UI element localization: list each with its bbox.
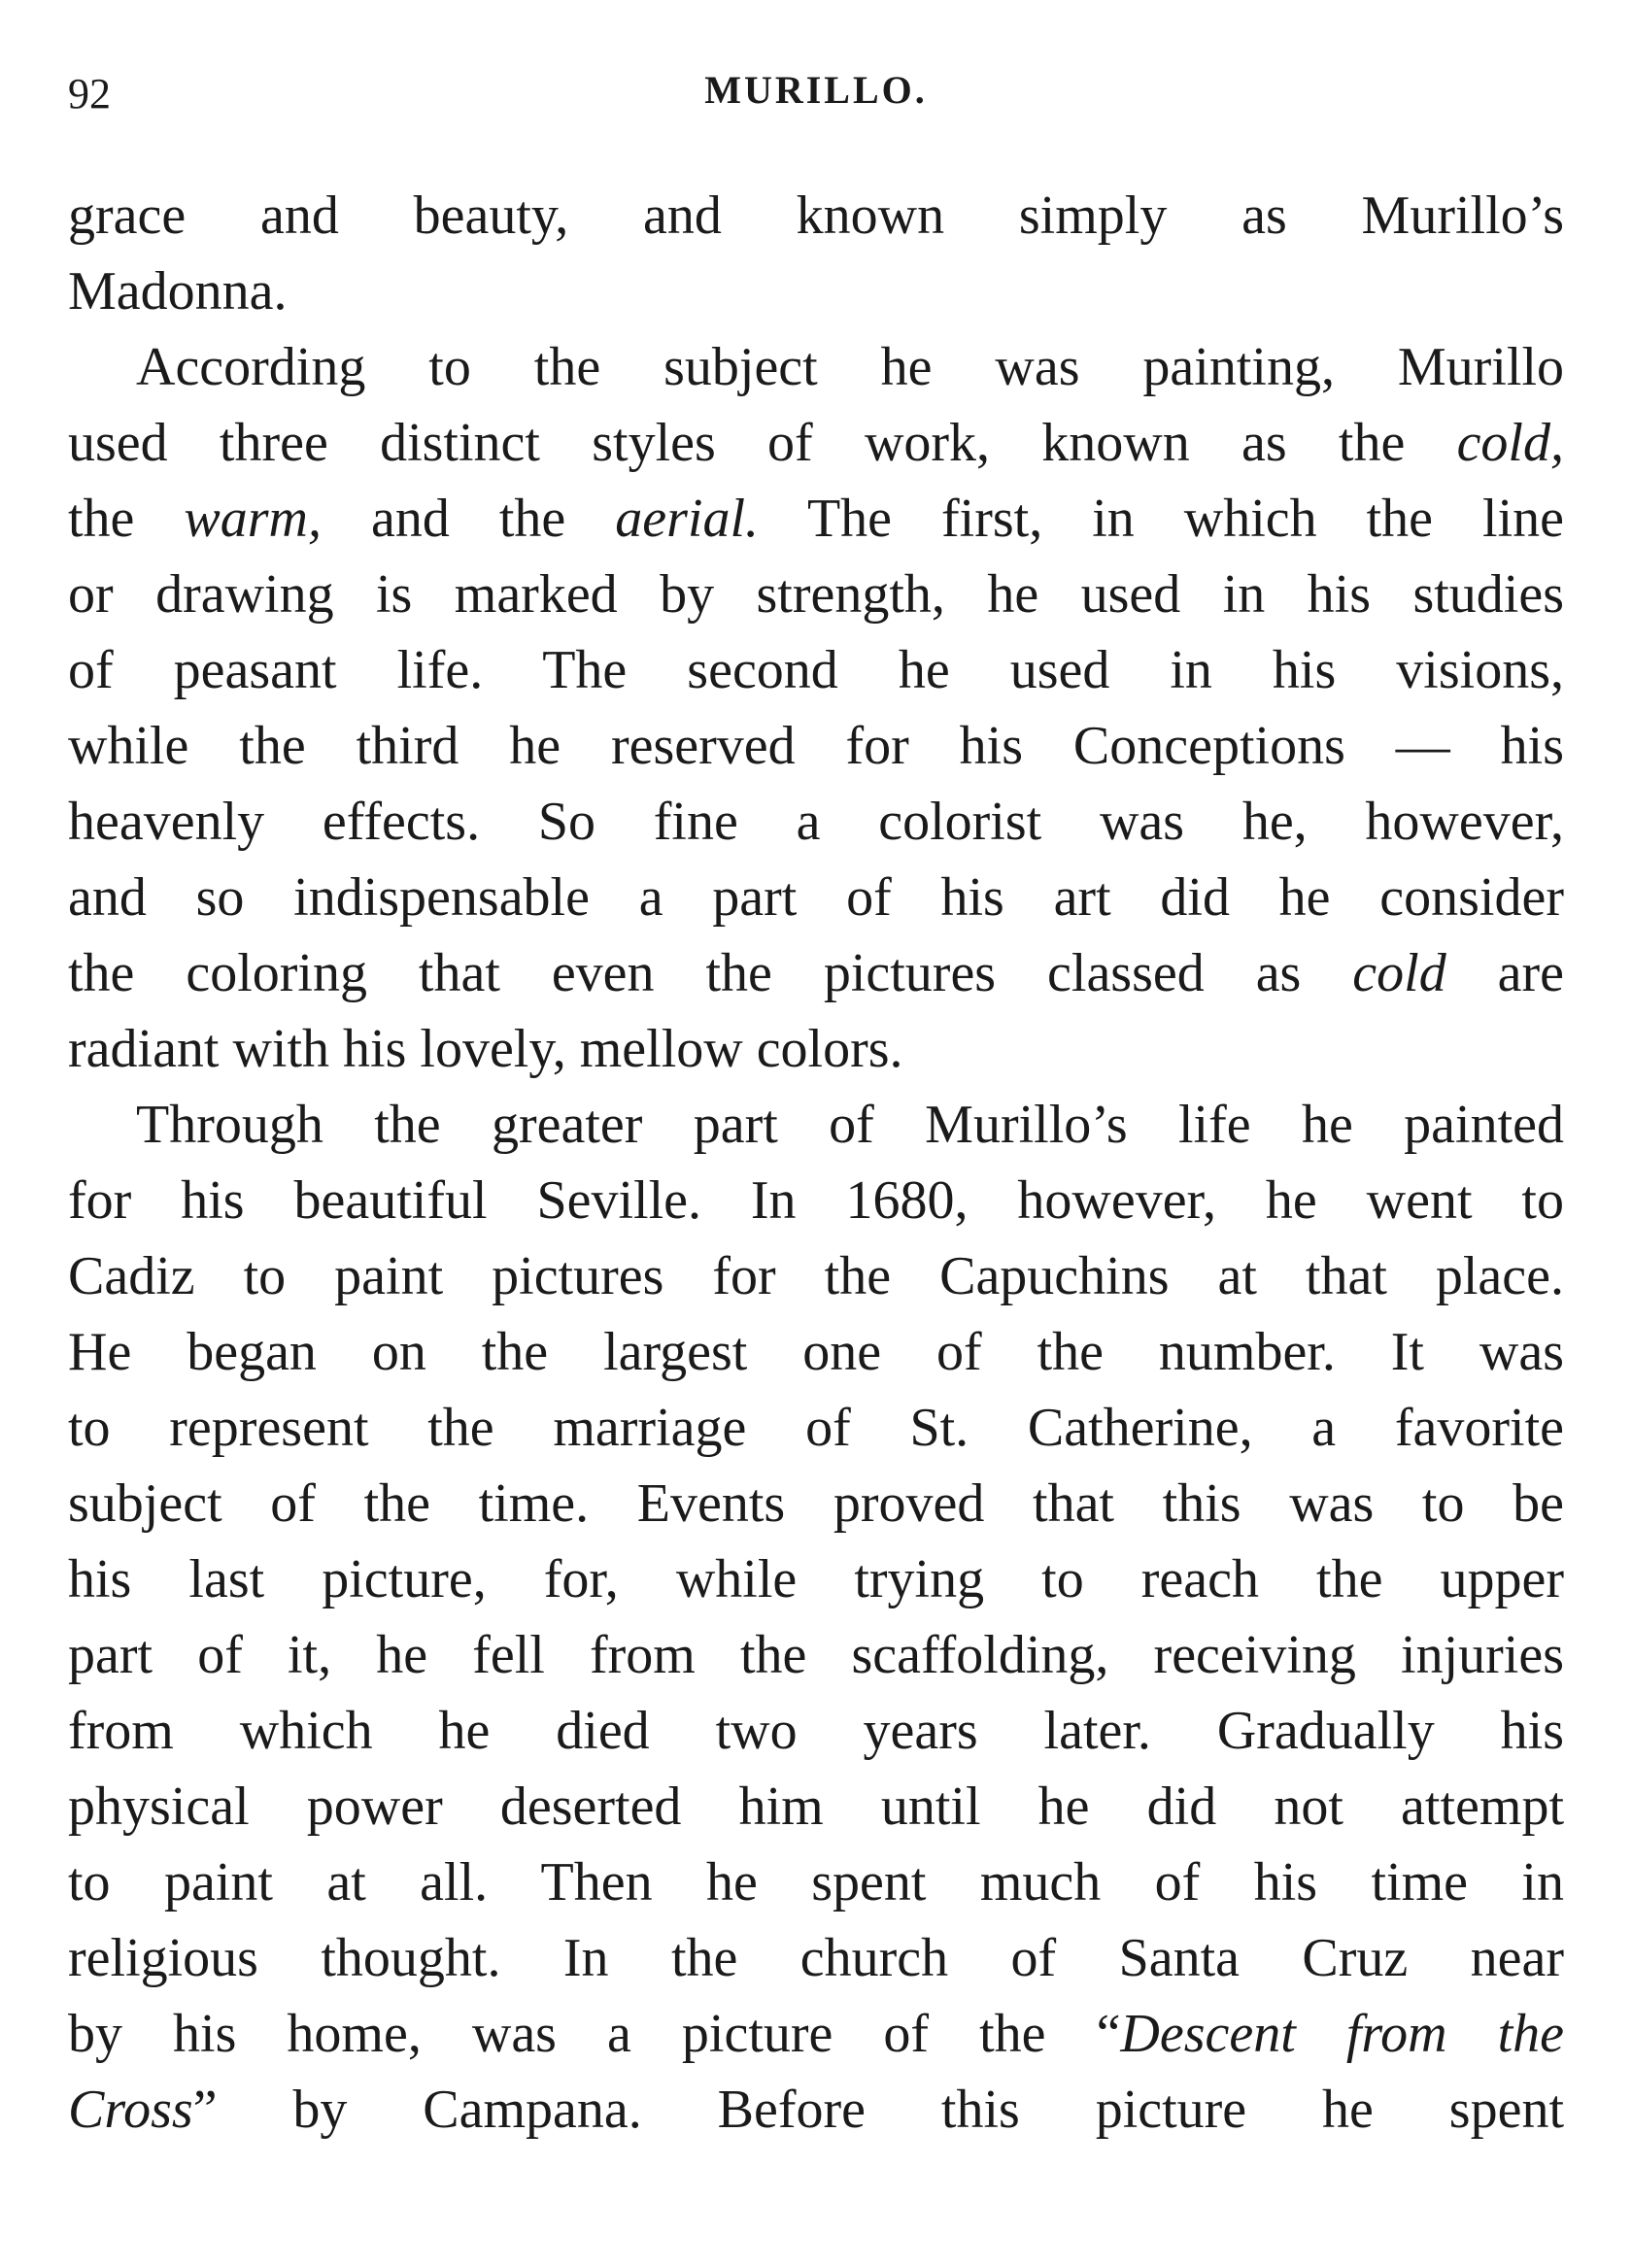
- text-run: or drawing is marked by strength, he used in his studies: [68, 564, 1564, 625]
- text-line: [68, 1238, 1564, 1314]
- text-line: [68, 784, 1564, 860]
- text-run: grace and beauty, and known simply as Murillo’s: [68, 186, 1564, 246]
- text-run: part of it, he fell from the scaffolding, receiving injuries: [68, 1625, 1564, 1685]
- text-line: [68, 329, 1564, 405]
- text-run: from which he died two years later. Gradually his: [68, 1701, 1564, 1761]
- italic-text-run: cold,: [1456, 413, 1564, 473]
- text-line: [68, 1617, 1564, 1693]
- text-run: the: [68, 489, 185, 549]
- text-run: religious thought. In the church of Santa Cruz near: [68, 1928, 1564, 1988]
- text-run: physical power deserted him until he did not attempt: [68, 1777, 1564, 1837]
- text-line: [68, 254, 1564, 329]
- body-text: [68, 178, 1564, 2148]
- text-run: Through the greater part of Murillo’s life he painted: [136, 1095, 1564, 1155]
- text-line: [68, 708, 1564, 784]
- text-run: and so indispensable a part of his art did he consider: [68, 867, 1564, 928]
- text-run: heavenly effects. So fine a colorist was he, however,: [68, 792, 1564, 852]
- text-run: are: [1445, 943, 1565, 1003]
- text-line: [68, 1996, 1564, 2072]
- text-line: [68, 1314, 1564, 1390]
- text-line: [68, 632, 1564, 708]
- text-run: He began on the largest one of the number. It was: [68, 1322, 1564, 1382]
- text-run: while the third he reserved for his Conceptions — his: [68, 716, 1564, 776]
- text-run: the coloring that even the pictures classed as: [68, 943, 1353, 1003]
- text-run: by his home, was a picture of the “: [68, 2004, 1121, 2064]
- text-line: [68, 1845, 1564, 1920]
- italic-text-run: Descent from the: [1120, 2004, 1564, 2064]
- text-run: Madonna.: [68, 261, 288, 322]
- italic-text-run: Cross: [68, 2080, 193, 2140]
- italic-text-run: aerial.: [615, 489, 759, 549]
- text-line: [68, 1541, 1564, 1617]
- text-run: Cadiz to paint pictures for the Capuchins at that place.: [68, 1246, 1564, 1306]
- text-line: [68, 405, 1564, 481]
- text-run: According to the subject he was painting, Murillo: [136, 337, 1564, 397]
- running-title: MURILLO.: [704, 68, 928, 112]
- text-run: to represent the marriage of St. Catherine, a favorite: [68, 1398, 1564, 1458]
- text-run: of peasant life. The second he used in his visions,: [68, 640, 1564, 700]
- text-run: The first, in which the line: [759, 489, 1564, 549]
- text-run: radiant with his lovely, mellow colors.: [68, 1019, 903, 1079]
- text-line: [68, 2072, 1564, 2148]
- text-run: ” by Campana. Before this picture he spent: [192, 2080, 1564, 2140]
- text-line: [68, 1087, 1564, 1163]
- text-line: [68, 481, 1564, 557]
- text-line: [68, 935, 1564, 1011]
- text-line: [68, 1920, 1564, 1996]
- text-line: [68, 1163, 1564, 1238]
- text-run: used three distinct styles of work, known as the: [68, 413, 1457, 473]
- text-line: [68, 860, 1564, 935]
- text-line: [68, 1390, 1564, 1466]
- text-line: [68, 1769, 1564, 1845]
- text-line: [68, 178, 1564, 254]
- text-run: his last picture, for, while trying to reach the upper: [68, 1549, 1564, 1609]
- italic-text-run: warm,: [184, 489, 322, 549]
- page-number: 92: [68, 70, 111, 118]
- text-line: [68, 1693, 1564, 1769]
- text-run: subject of the time. Events proved that this was to be: [68, 1473, 1564, 1534]
- text-run: and the: [322, 489, 616, 549]
- text-line: [68, 1466, 1564, 1541]
- text-line: [68, 557, 1564, 632]
- italic-text-run: cold: [1352, 943, 1446, 1003]
- text-line: [68, 1011, 1564, 1087]
- text-run: to paint at all. Then he spent much of his time in: [68, 1852, 1564, 1913]
- text-run: for his beautiful Seville. In 1680, however, he went to: [68, 1170, 1564, 1231]
